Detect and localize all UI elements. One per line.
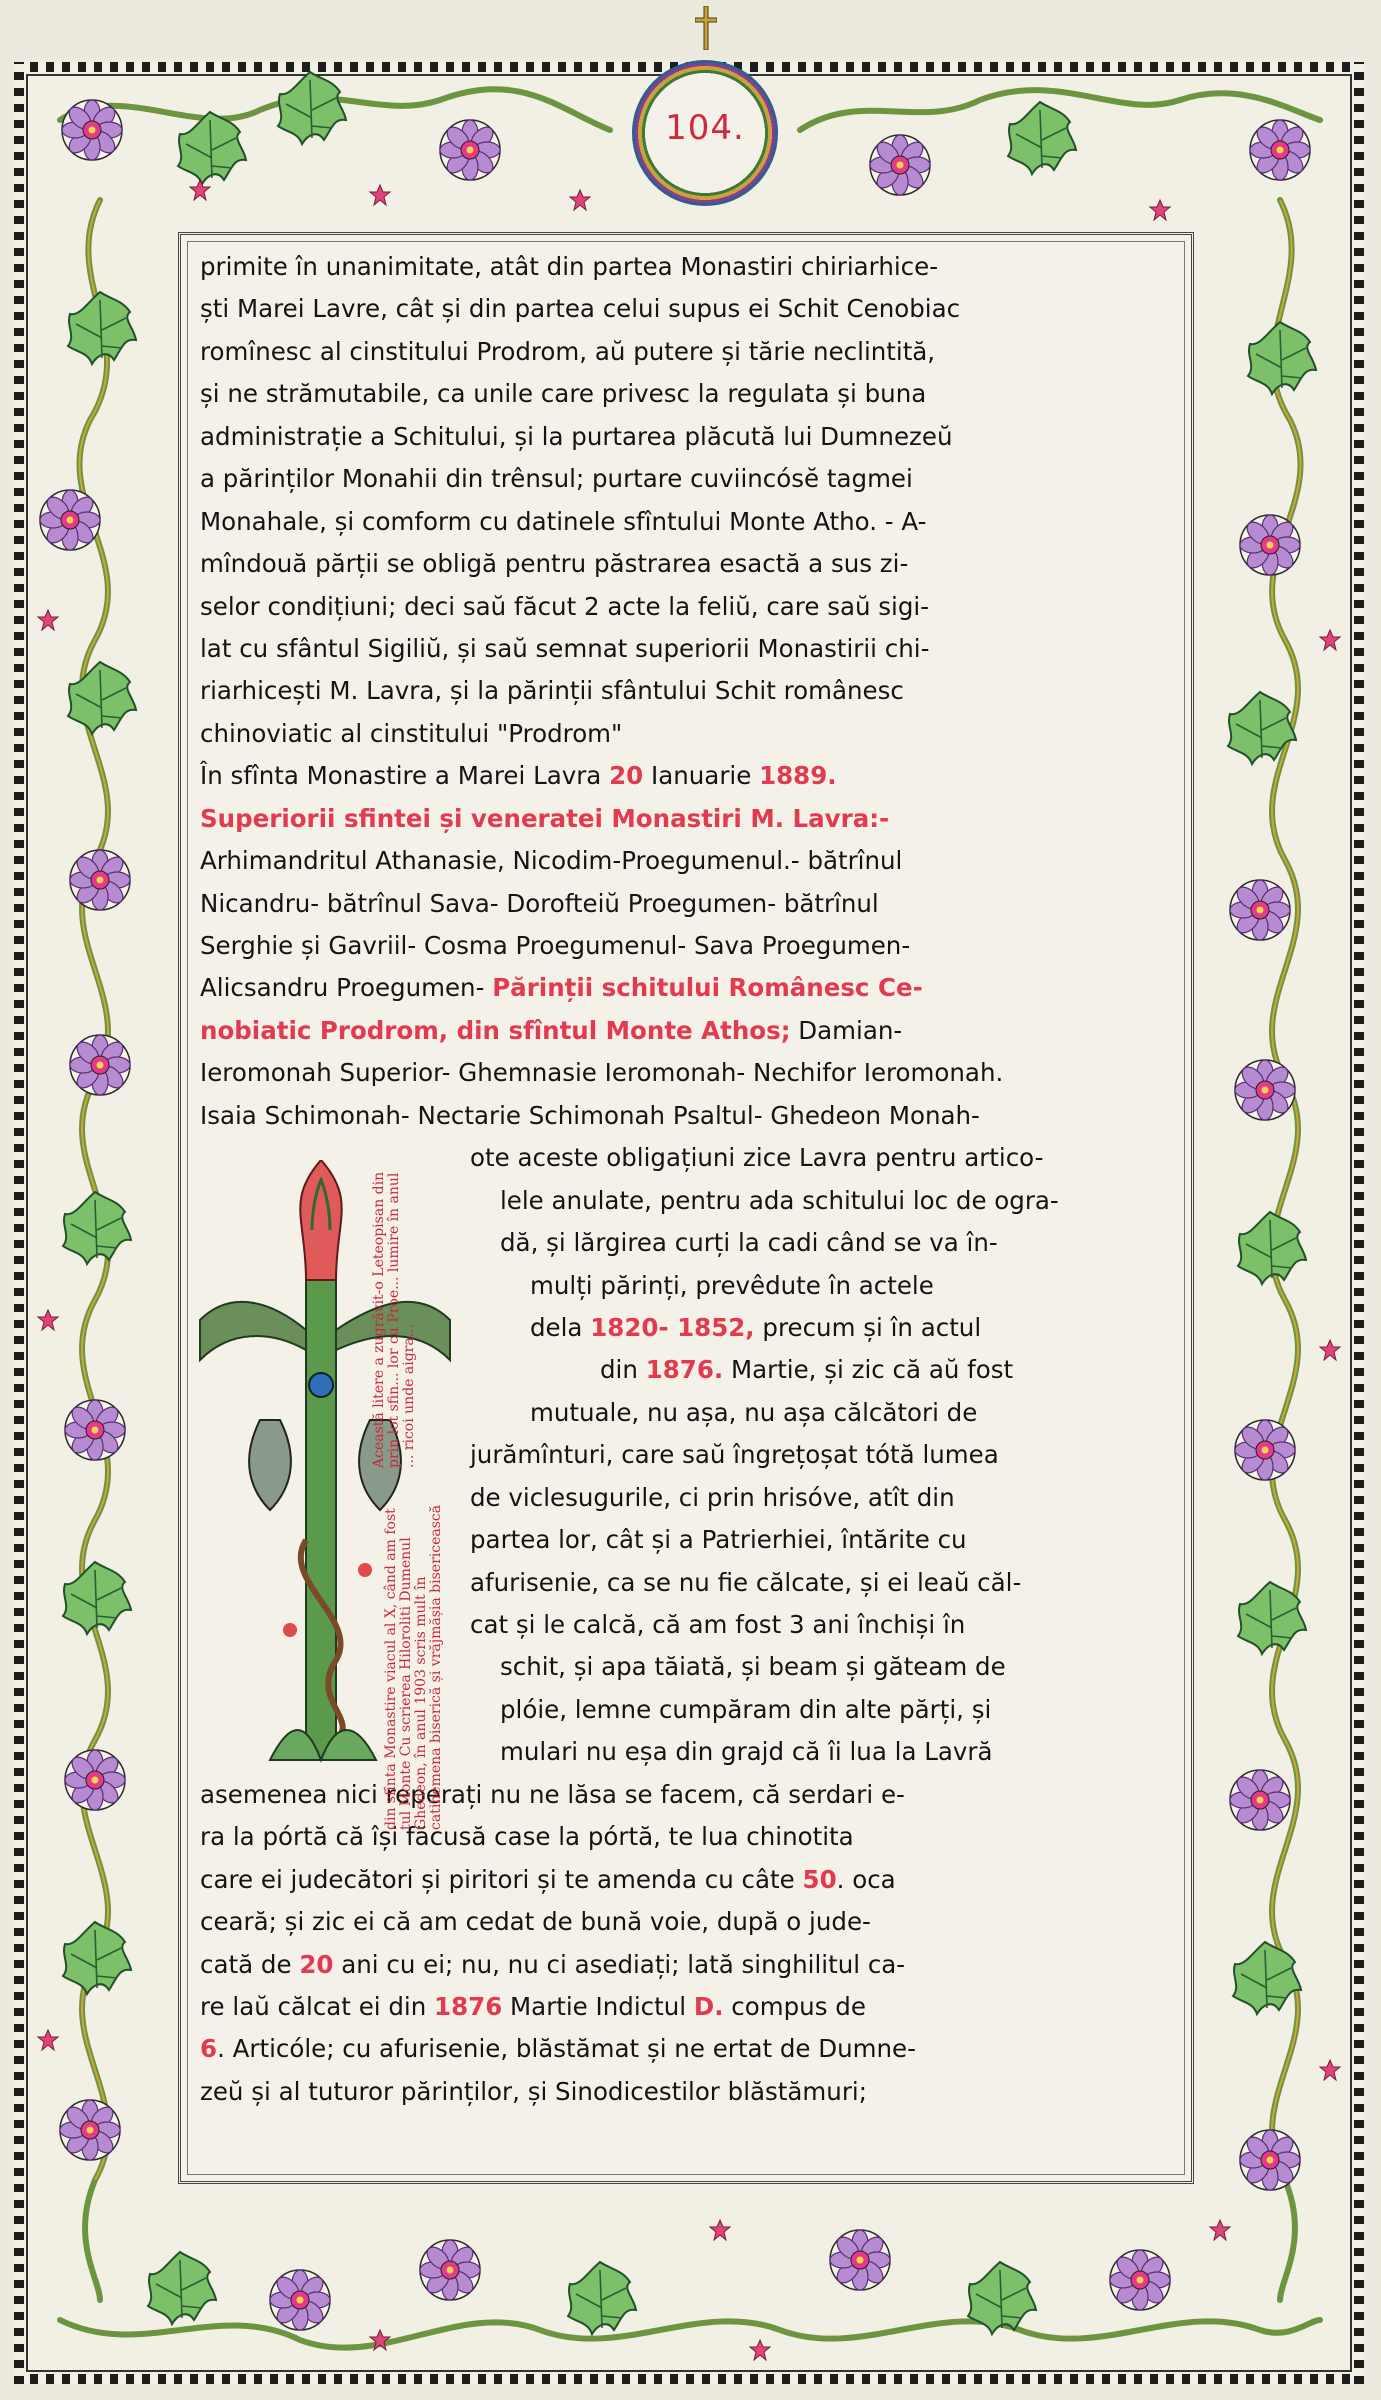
rubric-text: Superiorii sfintei și veneratei Monastiri M. Lavra:- — [200, 803, 890, 833]
body-text: . Articóle; cu afurisenie, blăstămat și ne ertat de Dumne- — [217, 2034, 916, 2064]
body-text: ote aceste obligațiuni zice Lavra pentru artico- — [470, 1143, 1044, 1173]
rubric-text: 1889. — [759, 761, 837, 791]
body-text: . oca — [836, 1864, 896, 1894]
text-line — [200, 501, 1180, 543]
body-text: jurămînturi, care saŭ îngrețoșat tótă lumea — [470, 1440, 999, 1470]
body-text: și ne strămutabile, ca unile care privesc la regulata și buna — [200, 379, 927, 409]
body-text: ceară; și zic ei că am cedat de bună voie, după o jude- — [200, 1907, 871, 1937]
body-text: plóie, lemne cumpăram din alte părți, și — [500, 1694, 992, 1724]
grape-leaf-icon — [1248, 322, 1316, 394]
grape-leaf-icon — [63, 1562, 131, 1634]
rubric-text: 1876. — [645, 1355, 724, 1385]
rosette-icon — [70, 850, 130, 910]
body-text: din — [600, 1355, 646, 1385]
body-text: de viclesugurile, ci prin hrisóve, atît din — [470, 1482, 955, 1512]
text-line — [200, 416, 1180, 458]
body-text: lat cu sfântul Sigiliŭ, și saŭ semnat superiorii Monastirii chi- — [200, 633, 930, 663]
body-text: mulți părinți, prevêdute în actele — [530, 1270, 934, 1300]
text-line — [200, 755, 1180, 797]
text-line — [200, 458, 1180, 500]
text-line — [200, 1095, 1180, 1137]
body-text: Monahale, și comform cu datinele sfîntului Monte Atho. - A- — [200, 506, 927, 536]
body-text: re laŭ călcat ei din — [200, 1991, 435, 2021]
body-text: cat și le calcă, că am fost 3 ani închiși în — [470, 1610, 966, 1639]
body-text: asemenea nici reperați nu ne lăsa se facem, că serdari e- — [200, 1779, 905, 1809]
body-text: care ei judecători și piritori și te amenda cu câte — [200, 1864, 803, 1894]
body-text: ani cu ei; nu, nu ci asediați; lată singhilitul ca- — [333, 1949, 906, 1979]
text-line — [200, 1901, 1180, 1943]
body-text: afurisenie, ca se nu fie călcate, și ei leaŭ căl- — [470, 1567, 1022, 1597]
grape-leaf-icon — [1238, 1212, 1306, 1284]
body-text: Arhimandritul Athanasie, Nicodim-Proegumenul.- bătrînul — [200, 846, 903, 876]
rosette-icon — [1235, 1420, 1295, 1480]
rosette-icon — [1230, 880, 1290, 940]
page-number: 104. — [665, 108, 745, 148]
text-line — [200, 883, 1180, 925]
rubric-text: 6 — [200, 2034, 218, 2064]
text-line — [200, 1859, 1180, 1901]
body-text: mîndouă părții se obligă pentru păstrarea esactă a sus zi- — [200, 549, 909, 579]
rosette-icon — [870, 135, 930, 195]
rosette-icon — [1110, 2250, 1170, 2310]
marginal-note-left: Această litere a zugrăvit-o Leteopisan din prin lot sfin... lor cu Proe... lumire în anul ... ricoi unde aigra... — [371, 1171, 417, 1468]
text-line — [200, 543, 1180, 585]
text-line — [200, 2028, 1180, 2070]
rosette-icon — [62, 100, 122, 160]
grape-leaf-icon — [68, 292, 136, 364]
body-text: romînesc al cinstitului Prodrom, aŭ putere și tărie neclintită, — [200, 336, 936, 366]
body-text: Ieromonah Superior- Ghemnasie Ieromonah- Nechifor Ieromonah. — [200, 1058, 1004, 1088]
body-text: Damian- — [790, 1015, 903, 1045]
grape-leaf-icon — [63, 1192, 131, 1264]
cross-icon — [695, 6, 717, 50]
rosette-icon — [1240, 2130, 1300, 2190]
grape-leaf-icon — [63, 1922, 131, 1994]
body-text: Martie, și zic că aŭ fost — [723, 1355, 1014, 1385]
text-line — [200, 670, 1180, 712]
text-line — [200, 1816, 1180, 1858]
body-text: Ianuarie — [643, 761, 760, 791]
rubric-text: 20 — [609, 761, 644, 791]
body-text: Alicsandru Proegumen- — [200, 973, 493, 1003]
grape-leaf-icon — [568, 2262, 636, 2334]
rosette-icon — [65, 1400, 125, 1460]
body-text: a părinților Monahii din trênsul; purtare cuviincósĕ tagmei — [200, 464, 913, 494]
body-text: mutuale, nu așa, nu așa călcători de — [530, 1397, 978, 1427]
body-text: Nicandru- bătrînul Sava- Dorofteiŭ Proegumen- bătrînul — [200, 888, 879, 918]
text-line — [200, 798, 1180, 840]
body-text: precum și în actul — [754, 1312, 982, 1342]
body-text: riarhicești M. Lavra, și la părinții sfântului Schit românesc — [200, 676, 904, 706]
body-text: administrație a Schitului, și la purtarea plăcută lui Dumnezeŭ — [200, 421, 953, 451]
body-text: mulari nu eșa din grajd că îi lua la Lavră — [500, 1737, 993, 1767]
text-line — [200, 1986, 1180, 2028]
rubric-text: 1820- 1852, — [590, 1312, 755, 1342]
rosette-icon — [60, 2100, 120, 2160]
rosette-icon — [65, 1750, 125, 1810]
text-line — [200, 1944, 1180, 1986]
text-line — [200, 628, 1180, 670]
body-text: Serghie și Gavriil- Cosma Proegumenul- Sava Proegumen- — [200, 931, 911, 960]
text-line — [200, 586, 1180, 628]
marginal-note-right: din sfînta Monastire viacul al X, când am fost tul Monte Cu scrierea Hiloroliti Dumenul Ghedeon, în anul 1903 scris mult în catihemena biserică și vrăjmășia bisericească — [383, 1504, 444, 1830]
body-text: selor condițiuni; deci saŭ făcut 2 acte la feliŭ, care saŭ sigi- — [200, 591, 930, 621]
body-text: zeŭ și al tuturor părinților, și Sinodicestilor blăstămuri; — [200, 2076, 867, 2106]
text-line — [200, 373, 1180, 415]
rosette-icon — [1235, 1060, 1295, 1120]
rubric-text: D. — [693, 1991, 724, 2021]
body-text: lele anulate, pentru ada schitului loc de ogra- — [500, 1185, 1059, 1215]
rubric-text: nobiatic Prodrom, din sfîntul Monte Athos; — [200, 1015, 791, 1045]
body-text: schit, și apa tăiată, și beam și găteam de — [500, 1652, 1006, 1682]
body-text: compus de — [723, 1991, 866, 2021]
grape-leaf-icon — [278, 72, 346, 144]
rosette-icon — [70, 1035, 130, 1095]
text-line — [200, 713, 1180, 755]
text-line — [200, 288, 1180, 330]
text-line — [200, 331, 1180, 373]
rosette-icon — [270, 2270, 330, 2330]
rubric-text: 20 — [299, 1949, 334, 1979]
text-line — [200, 2071, 1180, 2113]
grape-leaf-icon — [1233, 1942, 1301, 2014]
body-text: Martie Indictul — [502, 1991, 694, 2021]
text-line — [200, 246, 1180, 288]
grape-leaf-icon — [1008, 102, 1076, 174]
rosette-icon — [440, 120, 500, 180]
body-text: Isaia Schimonah- Nectarie Schimonah Psaltul- Ghedeon Monah- — [200, 1100, 980, 1130]
text-line — [200, 840, 1180, 882]
body-text: partea lor, cât și a Patrierhiei, întărite cu — [470, 1525, 967, 1555]
text-line — [200, 1010, 1180, 1052]
body-text: dă, și lărgirea curți la cadi când se va în- — [500, 1228, 998, 1258]
rubric-text: 1876 — [434, 1991, 503, 2021]
text-line — [200, 1052, 1180, 1094]
rosette-icon — [40, 490, 100, 550]
rosette-icon — [830, 2230, 890, 2290]
body-text: primite în unanimitate, atât din partea Monastiri chiriarhice- — [200, 252, 939, 281]
body-text: dela — [530, 1312, 591, 1342]
text-line — [200, 967, 1180, 1009]
rosette-icon — [1250, 120, 1310, 180]
rosette-icon — [1240, 515, 1300, 575]
rubric-text: Părinții schitului Românesc Ce- — [492, 973, 923, 1003]
grape-leaf-icon — [68, 662, 136, 734]
text-line — [200, 925, 1180, 967]
rosette-icon — [1230, 1770, 1290, 1830]
body-text: În sfînta Monastire a Marei Lavra — [200, 761, 610, 791]
body-text: chinoviatic al cinstitului "Prodrom" — [200, 718, 623, 748]
rubric-text: 50 — [802, 1864, 837, 1894]
grape-leaf-icon — [148, 2252, 216, 2324]
body-text: ști Marei Lavre, cât și din partea celui supus ei Schit Cenobiac — [200, 294, 961, 324]
grape-leaf-icon — [178, 112, 246, 184]
body-text: cată de — [200, 1949, 300, 1979]
rosette-icon — [420, 2240, 480, 2300]
body-text: ra la pórtă că își făcusă case la pórtă, te lua chinotita — [200, 1822, 854, 1852]
